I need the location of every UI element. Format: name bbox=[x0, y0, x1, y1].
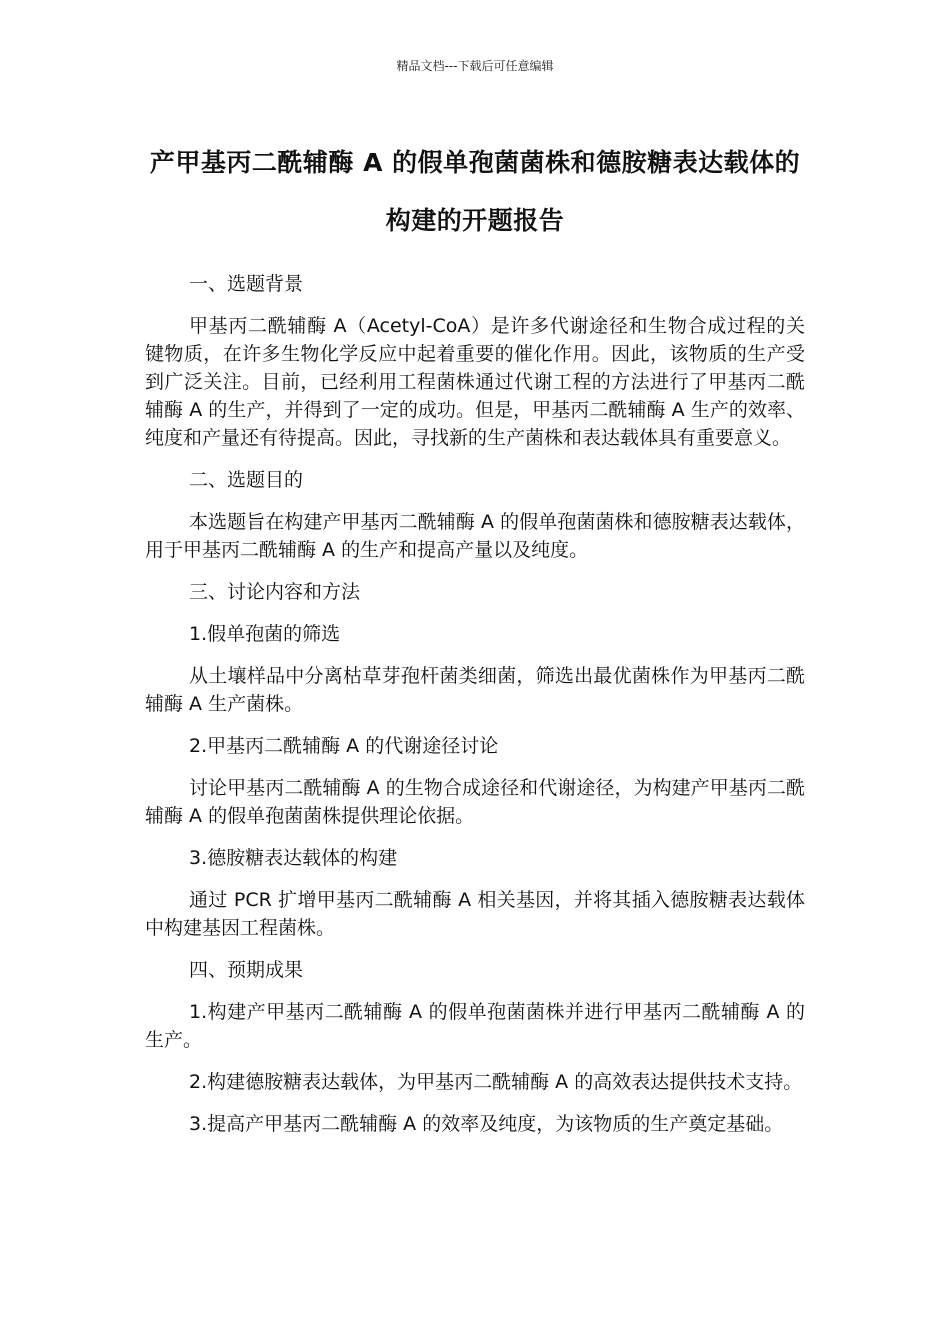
subheading-metabolic-pathway: 2.甲基丙二酰辅酶 A 的代谢途径讨论 bbox=[189, 735, 499, 757]
section-heading-expected-results: 四、预期成果 bbox=[189, 959, 304, 981]
paragraph-metabolic-pathway: 讨论甲基丙二酰辅酶 A 的生物合成途径和代谢途径，为构建产甲基丙二酰辅酶 A 的假单孢菌菌株提供理论依据。 bbox=[145, 777, 805, 827]
section-heading-background: 一、选题背景 bbox=[189, 273, 304, 295]
paragraph-expected-result-1: 1.构建产甲基丙二酰辅酶 A 的假单孢菌菌株并进行甲基丙二酰辅酶 A 的生产。 bbox=[145, 1001, 805, 1051]
paragraph-background: 甲基丙二酰辅酶 A（Acetyl-CoA）是许多代谢途径和生物合成过程的关键物质，在许多生物化学反应中起着重要的催化作用。因此，该物质的生产受到广泛关注。目前，已经利用工程菌株通过代谢工程的方法进行了甲基丙二酰辅酶 A 的生产，并得到了一定的成功。但是，甲基丙二酰辅酶 A 生产的效率、纯度和产量还有待提高。因此，寻找新的生产菌株和表达载体具有重要意义。 bbox=[145, 315, 805, 449]
document-title: 产甲基丙二酰辅酶 A 的假单孢菌菌株和德胺糖表达载体的构建的开题报告 bbox=[149, 148, 801, 235]
paragraph-vector-construction: 通过 PCR 扩增甲基丙二酰辅酶 A 相关基因，并将其插入德胺糖表达载体中构建基因工程菌株。 bbox=[145, 889, 805, 939]
paragraph-expected-result-3: 3.提高产甲基丙二酰辅酶 A 的效率及纯度，为该物质的生产奠定基础。 bbox=[189, 1113, 784, 1135]
subheading-vector-construction: 3.德胺糖表达载体的构建 bbox=[189, 847, 398, 869]
paragraph-expected-result-2: 2.构建德胺糖表达载体，为甲基丙二酰辅酶 A 的高效表达提供技术支持。 bbox=[189, 1071, 803, 1093]
section-heading-methods: 三、讨论内容和方法 bbox=[189, 581, 361, 603]
section-heading-purpose: 二、选题目的 bbox=[189, 469, 304, 491]
document-body bbox=[145, 270, 805, 1152]
header-note: 精品文档---下载后可任意编辑 bbox=[396, 59, 554, 73]
subheading-screening: 1.假单孢菌的筛选 bbox=[189, 623, 341, 645]
paragraph-purpose: 本选题旨在构建产甲基丙二酰辅酶 A 的假单孢菌菌株和德胺糖表达载体，用于甲基丙二酰辅酶 A 的生产和提高产量以及纯度。 bbox=[145, 511, 805, 561]
paragraph-screening: 从土壤样品中分离枯草芽孢杆菌类细菌，筛选出最优菌株作为甲基丙二酰辅酶 A 生产菌株。 bbox=[145, 665, 805, 715]
